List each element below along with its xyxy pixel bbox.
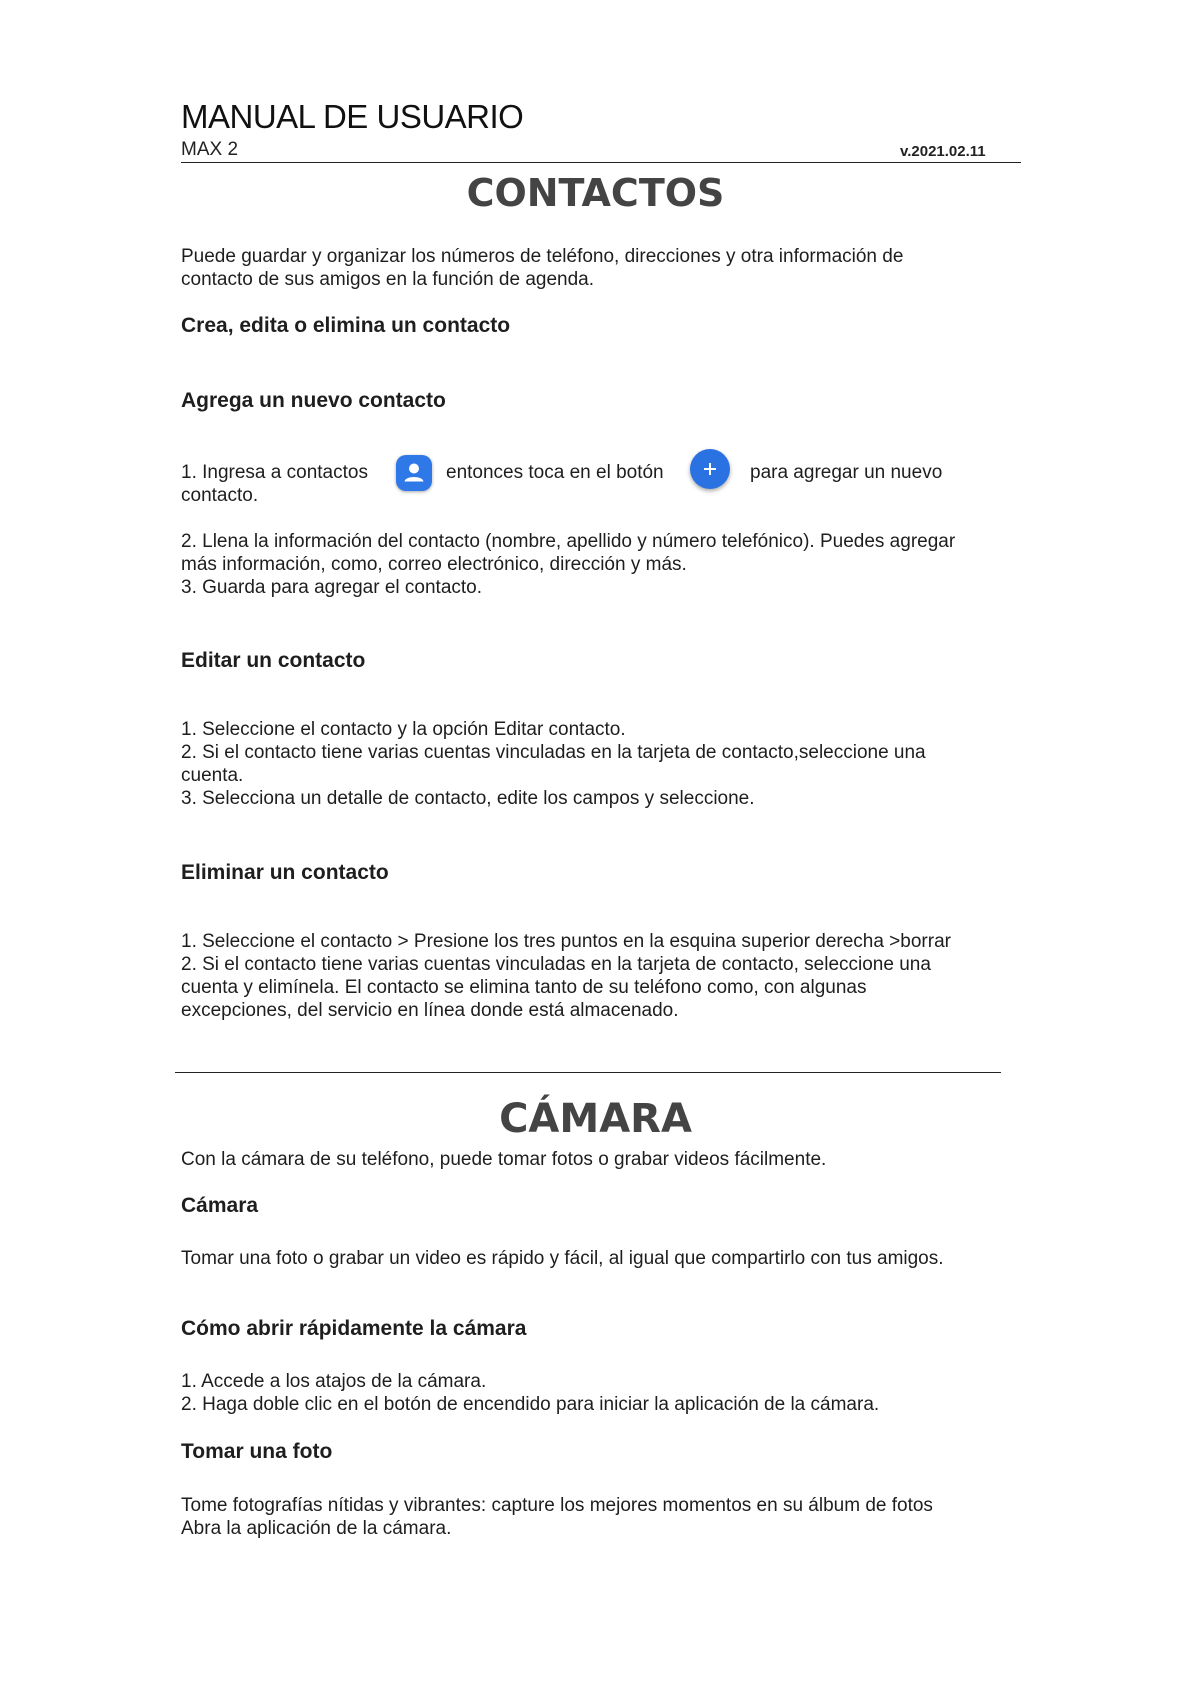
contactos-intro-line-2: contacto de sus amigos en la función de agenda. [181,269,595,290]
add-step-2-line-1: 2. Llena la información del contacto (nombre, apellido y número telefónico). Puedes agregar [181,531,956,552]
edit-step-1: 1. Seleccione el contacto y la opción Editar contacto. [181,719,626,740]
edit-step-2-line-2: cuenta. [181,765,244,786]
device-model: MAX 2 [181,139,239,160]
camara-intro: Con la cámara de su teléfono, puede tomar fotos o grabar videos fácilmente. [181,1149,827,1170]
edit-step-2-line-1: 2. Si el contacto tiene varias cuentas vinculadas en la tarjeta de contacto,seleccione una [181,742,926,763]
delete-step-2-line-1: 2. Si el contacto tiene varias cuentas vinculadas en la tarjeta de contacto, seleccione una [181,954,931,975]
heading-take-photo: Tomar una foto [181,1440,333,1463]
add-step-3: 3. Guarda para agregar el contacto. [181,577,483,598]
heading-edit-contact: Editar un contacto [181,649,366,672]
heading-add-contact: Agrega un nuevo contacto [181,389,446,412]
delete-step-1: 1. Seleccione el contacto > Presione los tres puntos en la esquina superior derecha >borrar [181,931,951,952]
contacts-app-icon [396,455,432,491]
contactos-intro-line-1: Puede guardar y organizar los números de teléfono, direcciones y otra información de [181,246,904,267]
add-step-1-part-b: entonces toca en el botón [446,462,664,483]
camera-text: Tomar una foto o grabar un video es rápido y fácil, al igual que compartirlo con tus amigos. [181,1248,944,1269]
section-title-contactos: CONTACTOS [466,171,725,215]
add-contact-icon [690,449,730,489]
section-title-camara: CÁMARA [499,1096,692,1142]
section-divider [175,1072,1001,1073]
document-title: MANUAL DE USUARIO [181,98,524,135]
heading-camera: Cámara [181,1194,259,1217]
open-step-2: 2. Haga doble clic en el botón de encendido para iniciar la aplicación de la cámara. [181,1394,880,1415]
add-step-2-line-2: más información, como, correo electrónico, dirección y más. [181,554,687,575]
delete-step-2-line-3: excepciones, del servicio en línea donde está almacenado. [181,1000,679,1021]
heading-create-edit-delete: Crea, edita o elimina un contacto [181,314,511,337]
add-step-1-part-a: 1. Ingresa a contactos [181,462,368,483]
open-step-1: 1. Accede a los atajos de la cámara. [181,1371,487,1392]
add-step-1-part-c: para agregar un nuevo [750,462,943,483]
heading-delete-contact: Eliminar un contacto [181,861,389,884]
edit-step-3: 3. Selecciona un detalle de contacto, edite los campos y seleccione. [181,788,755,809]
delete-step-2-line-2: cuenta y elimínela. El contacto se elimina tanto de su teléfono como, con algunas [181,977,867,998]
header-divider [181,162,1021,163]
document-version: v.2021.02.11 [900,143,986,160]
photo-text-line-1: Tome fotografías nítidas y vibrantes: capture los mejores momentos en su álbum de fotos [181,1495,933,1516]
add-step-1-part-d: contacto. [181,485,259,506]
heading-open-camera: Cómo abrir rápidamente la cámara [181,1317,527,1340]
photo-text-line-2: Abra la aplicación de la cámara. [181,1518,452,1539]
